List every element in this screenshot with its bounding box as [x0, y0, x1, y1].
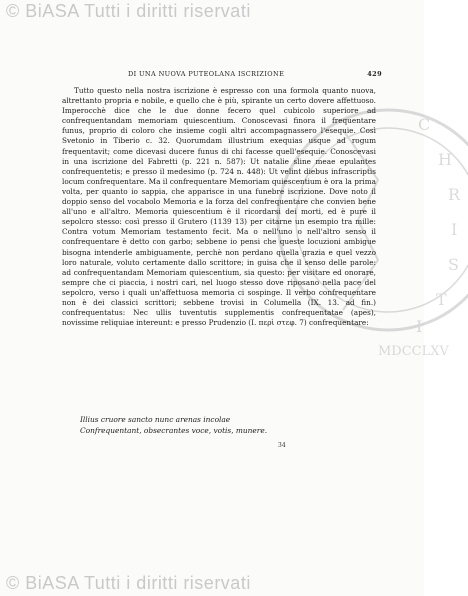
- quote-line-1: Illius cruore sancto nunc arenas incolae: [80, 415, 231, 424]
- svg-text:I: I: [416, 317, 423, 336]
- svg-text:I: I: [451, 220, 458, 239]
- watermark-bottom: © BiASA Tutti i diritti riservati: [6, 573, 251, 593]
- svg-text:C: C: [418, 115, 431, 134]
- body-text: [62, 86, 376, 328]
- svg-text:S: S: [448, 255, 459, 274]
- running-head-title: DI UNA NUOVA PUTEOLANA ISCRIZIONE: [128, 70, 285, 78]
- svg-text:H: H: [438, 150, 452, 169]
- verse-quotation: [80, 414, 340, 436]
- signature-mark: 34: [278, 442, 286, 449]
- svg-text:T: T: [436, 290, 447, 309]
- watermark-top: © BiASA Tutti i diritti riservati: [6, 1, 251, 21]
- svg-text:MDCCLXV: MDCCLXV: [378, 344, 449, 359]
- quote-line-2: Confrequentant, obsecrantes voce, votis, munere.: [80, 426, 268, 435]
- page-number: 429: [367, 70, 382, 78]
- svg-text:R: R: [448, 185, 461, 204]
- body-paragraph: Tutto questo nella nostra iscrizione è espresso con una formola quanto nuova, altrettanto propria e nobile, e quello che è più, spirante un certo dovere affettuoso. Imperocchè dice che le due donne fecero quel cubicolo superiore ad confrequentandam memoriam quiescentium. Conoscevasi finora il frequentare funus, proprio di coloro che insieme cogli altri accompagnassero l'esequie. Così Svetonio in Tiberio c. 32. Quorumdam illustrium exequias usque ad rogum frequentavit; come dicevasi ducere funus di chi facesse quell'esequie. Conoscevasi in una iscrizione del Fabretti (p. 221 n. 587): Ut natalie sline meae epulantes confrequentetis; e presso il medesimo (p. 724 n. 448): Ut velint diebus infrascriptis locum confrequentare. Ma il confrequentare Memoriam quiescentium è ora la prima volta, per quanto io sappia, che apparisce in una funebre iscrizione. Dove noto il doppio senso del vocabolo Memoria e la forza del confrequentare che convien bene all'uno e all'altro. Memoria quiescentium è il ricordarsi dei morti, ed è pure il sepolcro stesso: così presso il Grutero (1139 13) per citarne un esempio tra mille: Contra votum Memoriam testamento fecit. Ma o nell'uno o nell'altro senso il confrequentare è detto con garbo; sebbene io pensi che queste locuzioni ambigue bisogna intenderle ambiguamente, perchè non perdano quella grazia e quel vezzo loro naturale, voluto certamente dallo scrittore; in guisa che il senso delle parole: ad confrequentandam Memoriam quiescentium, sia questo: per visitare ed onorare, sempre che ci piaccia, i nostri cari, nel luogo stesso dove riposano nella pace del sepolcro, verso i quali un'affettuosa memoria ci sospinge. Il verbo confrequentare non è dei classici scrittori; sebbene trovisi in Columella (IX. 13. ad fin.) confrequentatus: Nec ullis tuventutis supplementis confrequentatae (apes), novissime reliquiae intereunt: e presso Prudenzio (I. περὶ στεφ. 7) confrequentare:: [62, 86, 376, 328]
